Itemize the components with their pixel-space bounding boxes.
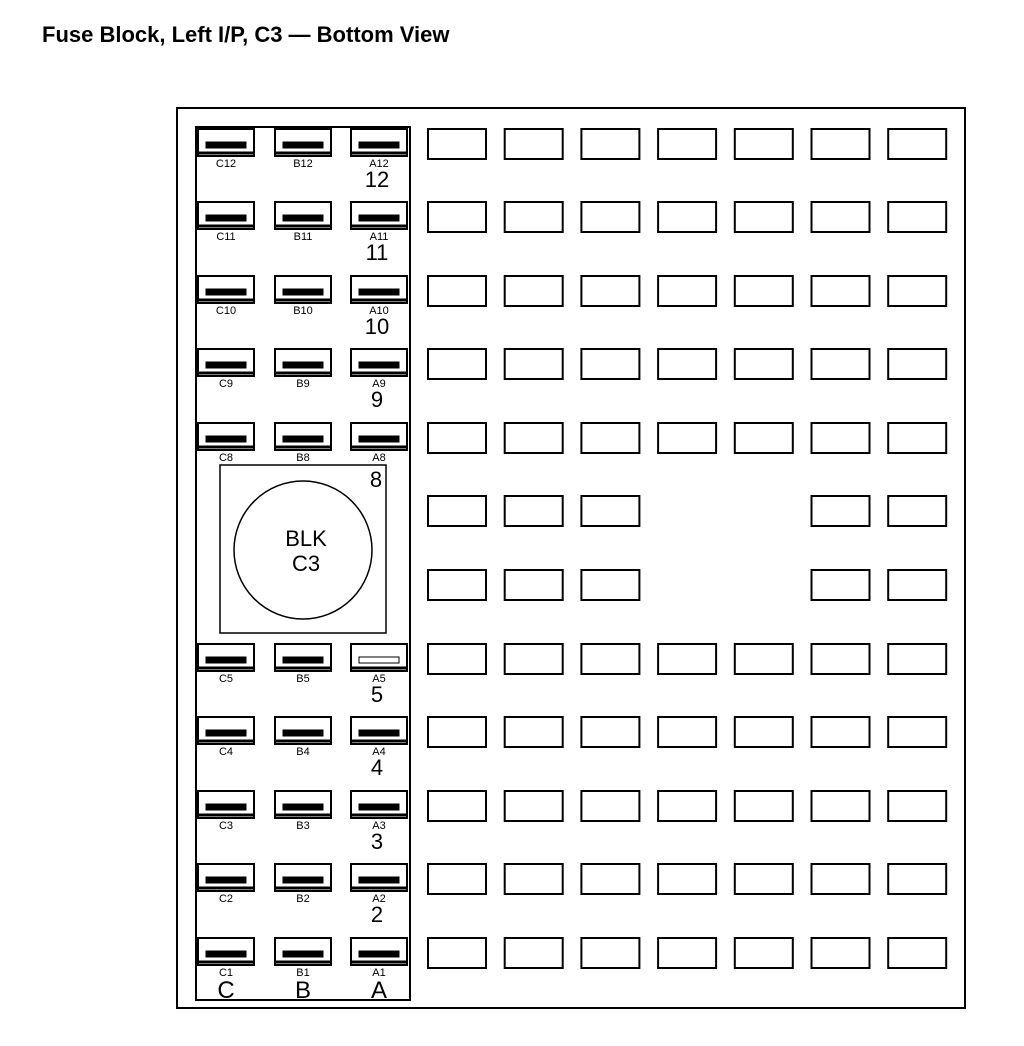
terminal-label: C9 [218,378,234,390]
fuse-cavity [581,570,639,600]
fuse-cavity [505,423,563,453]
connector-c3-callout [220,465,386,633]
terminal-c3 [198,791,254,832]
terminal-pin [283,142,323,148]
fuse-cavity [581,423,639,453]
terminal-pin [359,877,399,883]
terminal-pin [206,877,246,883]
fuse-cavity [505,202,563,232]
fuse-cavity [428,791,486,821]
terminal-pin [206,362,246,368]
terminal-pin [206,730,246,736]
fuse-cavity [888,791,946,821]
row-number-12: 12 [364,167,390,192]
fuse-cavity [658,864,716,894]
fuse-cavity [812,202,870,232]
fuse-cavity [658,129,716,159]
terminal-c8 [198,423,254,464]
fuse-cavity [888,644,946,674]
terminal-label: A1 [372,967,386,979]
terminal-b12 [275,129,331,170]
terminal-c5 [198,644,254,685]
terminal-pin [206,289,246,295]
fuse-cavity [581,644,639,674]
terminal-b8 [275,423,331,464]
terminal-c10 [198,276,254,317]
fuse-cavity [428,570,486,600]
row-number-2: 2 [370,902,384,927]
terminal-pin [359,362,399,368]
terminal-label: B3 [296,820,310,832]
row-number-4: 4 [370,755,384,780]
fuse-cavity [888,864,946,894]
fuse-cavity [581,791,639,821]
terminal-a2 [351,864,407,905]
fuse-cavity [658,938,716,968]
terminal-a9 [351,349,407,390]
terminal-a8 [351,423,407,464]
terminal-label: C4 [218,746,234,758]
fuse-cavity [428,864,486,894]
fuse-cavity [812,717,870,747]
fuse-cavity [735,349,793,379]
fuse-cavity [812,129,870,159]
terminal-label: A10 [369,305,389,317]
connector-color-label: BLK [285,526,327,551]
column-letter-a: A [370,977,388,1004]
fuse-cavity [735,791,793,821]
fuse-cavity [581,129,639,159]
terminal-pin [283,289,323,295]
fuse-cavity [505,496,563,526]
terminal-label: C3 [218,820,234,832]
terminal-label: A11 [369,231,389,243]
fuse-cavity [888,202,946,232]
terminal-pin [206,436,246,442]
terminal-label: B8 [296,452,310,464]
terminal-pin [283,951,323,957]
terminal-pin [206,142,246,148]
fuse-cavity [658,423,716,453]
fuse-cavity [812,864,870,894]
fuse-cavity [428,496,486,526]
terminal-pin [359,142,399,148]
fuse-cavity [812,349,870,379]
terminal-a4 [351,717,407,758]
terminal-label: C8 [218,452,234,464]
fuse-cavity [428,938,486,968]
fuse-cavity [888,938,946,968]
terminal-pin [359,804,399,810]
terminal-label: B2 [296,893,310,905]
fuse-cavity [428,129,486,159]
terminal-label: C12 [215,158,237,170]
fuse-cavity [812,791,870,821]
terminal-pin [283,215,323,221]
fuse-cavity [658,717,716,747]
fuse-cavity [888,570,946,600]
column-letter-b: B [294,977,312,1004]
fuse-cavity [888,717,946,747]
fuse-cavity [735,276,793,306]
fuse-cavity [812,644,870,674]
fuse-cavity [505,864,563,894]
row-number-11: 11 [365,240,389,265]
terminal-label: B9 [296,378,310,390]
fuse-cavity [581,349,639,379]
row-number-10: 10 [364,314,390,339]
fuse-cavity [735,938,793,968]
terminal-c12 [198,129,254,170]
terminal-a5 [351,644,407,685]
fuse-cavity [735,717,793,747]
terminal-b9 [275,349,331,390]
terminal-label: C11 [216,231,236,243]
terminal-label: B11 [293,231,313,243]
position-marker-8: 8 [369,467,383,492]
terminal-pin [359,289,399,295]
terminal-label: C10 [215,305,237,317]
terminal-pin [283,657,323,663]
terminal-c1 [198,938,254,979]
terminal-label: B5 [296,673,310,685]
row-number-9: 9 [370,387,384,412]
terminal-label: A12 [369,158,389,170]
fuse-cavity [658,349,716,379]
fuse-cavity [658,791,716,821]
terminal-a12 [351,129,407,170]
fuse-cavity [505,570,563,600]
fuse-cavity [428,717,486,747]
column-letter-c: C [217,977,235,1004]
terminal-label: B4 [296,746,310,758]
fuse-cavity [428,202,486,232]
fuse-cavity [505,349,563,379]
terminal-label: A3 [372,820,386,832]
terminal-label: C1 [218,967,234,979]
fuse-cavity [581,276,639,306]
terminal-pin [283,362,323,368]
terminal-pin [206,951,246,957]
fuse-cavity [812,938,870,968]
terminal-label: A8 [372,452,386,464]
terminal-label: C2 [218,893,234,905]
terminal-a1 [351,938,407,979]
terminal-a3 [351,791,407,832]
connector-id-label: C3 [291,551,321,576]
terminal-pin [359,215,399,221]
terminal-label: B12 [293,158,313,170]
terminal-pin [206,657,246,663]
row-number-5: 5 [370,682,384,707]
terminal-label: B10 [293,305,313,317]
fuse-cavity [658,276,716,306]
terminal-pin [283,877,323,883]
terminal-c4 [198,717,254,758]
fuse-cavity [505,791,563,821]
diagram-title: Fuse Block, Left I/P, C3 — Bottom View [42,22,450,47]
fuse-cavity [888,276,946,306]
fuse-cavity [505,129,563,159]
terminal-label: A9 [372,378,386,390]
terminal-c9 [198,349,254,390]
terminal-c11 [198,202,254,243]
fuse-cavity [735,202,793,232]
terminal-c2 [198,864,254,905]
fuse-cavity [428,276,486,306]
terminal-b3 [275,791,331,832]
fuse-cavity [735,644,793,674]
fuse-cavity [812,423,870,453]
fuse-cavity [658,644,716,674]
terminal-pin [359,436,399,442]
fuse-cavity [658,202,716,232]
fuse-cavity [428,644,486,674]
fuse-cavity [735,423,793,453]
fuse-cavity [888,349,946,379]
fuse-cavity [428,423,486,453]
fuse-cavity [581,717,639,747]
terminal-label: B1 [296,967,310,979]
terminal-pin [359,730,399,736]
empty-terminal-slot [359,657,399,663]
fuse-cavity [581,864,639,894]
fuse-cavity [428,349,486,379]
terminal-label: C5 [218,673,234,685]
terminal-b10 [275,276,331,317]
terminal-pin [283,804,323,810]
terminal-b2 [275,864,331,905]
fuse-cavity [505,938,563,968]
fuse-cavity [888,423,946,453]
fuse-cavity [735,129,793,159]
fuse-cavity [581,496,639,526]
terminal-label: A5 [372,673,386,685]
terminal-label: A2 [372,893,386,905]
terminal-pin [283,730,323,736]
fuse-cavity [888,129,946,159]
fuse-cavity [505,644,563,674]
fuse-cavity [505,717,563,747]
terminal-b4 [275,717,331,758]
row-number-3: 3 [370,829,384,854]
fuse-cavity [505,276,563,306]
terminal-b11 [275,202,331,243]
fuse-cavity [812,496,870,526]
terminal-pin [283,436,323,442]
terminal-a10 [351,276,407,317]
fuse-cavity [812,276,870,306]
fuse-cavity [581,938,639,968]
fuse-cavity [888,496,946,526]
terminal-pin [206,804,246,810]
fuse-cavity [581,202,639,232]
terminal-b1 [275,938,331,979]
terminal-pin [359,951,399,957]
cavity-grid [428,129,946,968]
fuse-cavity [735,864,793,894]
terminal-pin [206,215,246,221]
terminal-a11 [351,202,407,243]
terminal-b5 [275,644,331,685]
fuse-cavity [812,570,870,600]
terminal-label: A4 [372,746,386,758]
